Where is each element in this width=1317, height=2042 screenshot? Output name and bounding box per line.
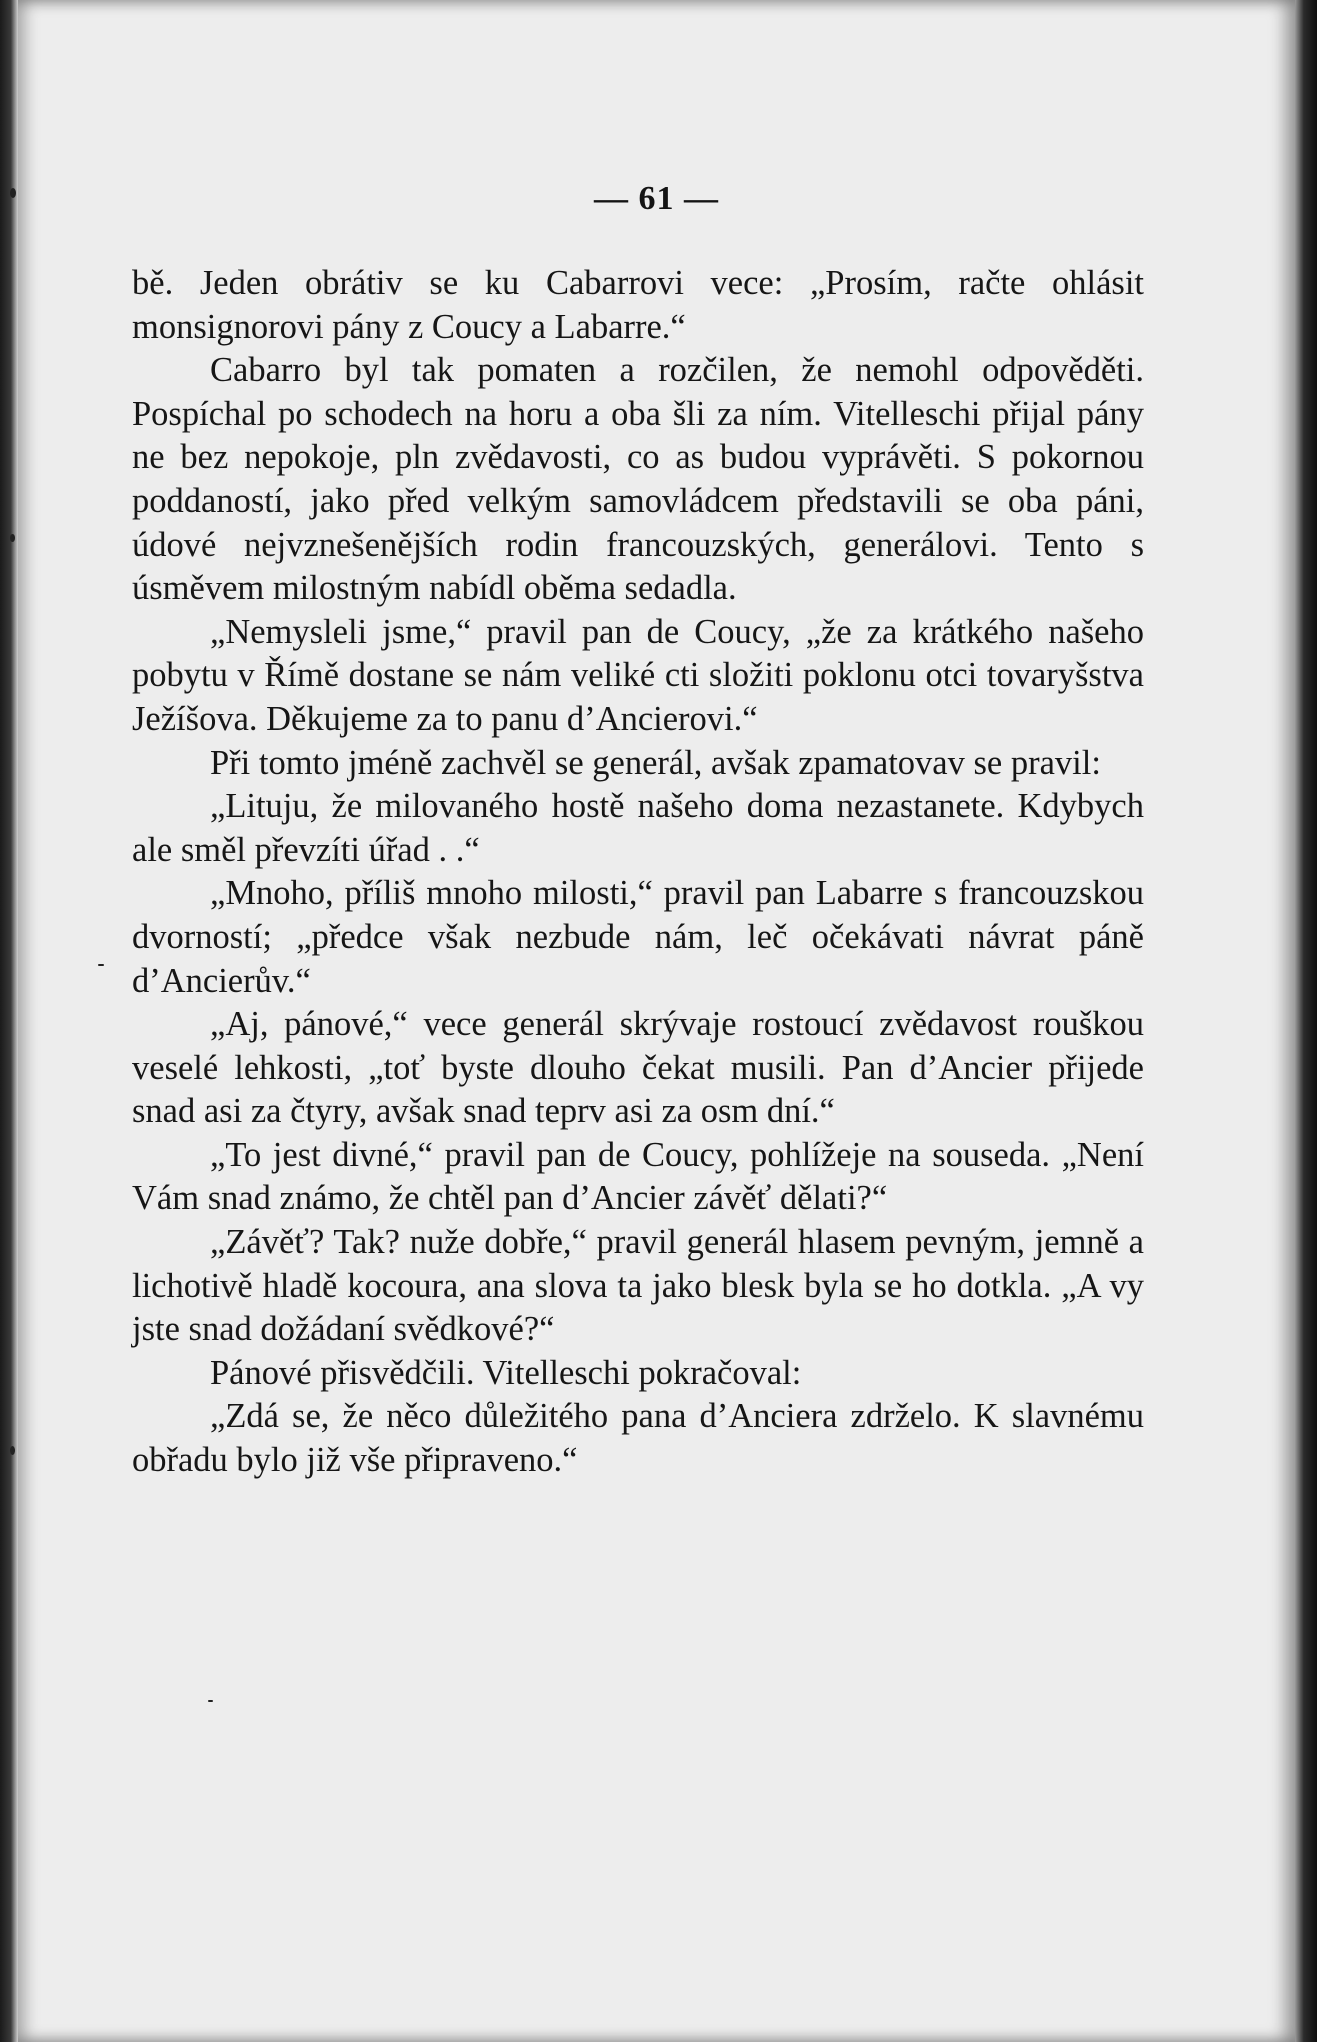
scan-speck [98, 964, 104, 966]
paragraph-4: Při tomto jméně zachvěl se generál, avšak zpamatovav se pravil: [210, 743, 1101, 782]
paragraph-3: „Nemysleli jsme,“ pravil pan de Coucy, „že za krátkého našeho pobytu v Římě dostane se nám veliké cti složiti poklonu otci tovaryšstva Ježíšova. Děkujeme za to panu d’Ancierovi.“ [132, 612, 1144, 738]
book-page [18, 0, 1295, 2042]
paragraph-7: „Aj, pánové,“ vece generál skrývaje rostoucí zvědavost rouškou veselé lehkosti, „toť byste dlouho čekat musili. Pan d’Ancier přijede snad asi za čtyry, avšak snad teprv asi za osm dní.“ [132, 1005, 1144, 1131]
scan-speck [208, 1700, 213, 1702]
paragraph-10: Pánové přisvědčili. Vitelleschi pokračoval: [210, 1353, 802, 1392]
body-text [132, 262, 1144, 1483]
paragraph-5: „Lituju, že milovaného hostě našeho doma nezastanete. Kdybych ale směl převzíti úřad . .“ [132, 787, 1144, 869]
paragraph-11: „Zdá se, že něco důležitého pana d’Anciera zdrželo. K slavnému obřadu bylo již vše připraveno.“ [132, 1397, 1144, 1480]
scan-speck [10, 534, 15, 542]
paragraph-9: „Závěť? Tak? nuže dobře,“ pravil generál hlasem pevným, jemně a lichotivě hladě kocoura, ana slova ta jako blesk byla se ho dotkla. „A vy jste snad dožádaní svědkové?“ [132, 1223, 1144, 1349]
page-number: — 61 — [594, 180, 719, 217]
paragraph-8: „To jest divné,“ pravil pan de Coucy, pohlížeje na souseda. „Není Vám snad známo, že chtěl pan d’Ancier závěť dělati?“ [132, 1135, 1144, 1218]
scan-right-edge [1295, 0, 1317, 2042]
paragraph-1: bě. Jeden obrátiv se ku Cabarrovi vece: „Prosím, račte ohlásit monsignorovi pány z Coucy a Labarre.“ [132, 264, 1144, 346]
scan-speck [10, 188, 16, 198]
paragraph-6: „Mnoho, příliš mnoho milosti,“ pravil pan Labarre s francouzskou dvorností; „předce však nezbude nám, leč očekávati návrat páně d’Ancierův.“ [132, 874, 1144, 1000]
scan-left-edge [0, 0, 18, 2042]
scan-speck [10, 1446, 15, 1455]
paragraph-2: Cabarro byl tak pomaten a rozčilen, že nemohl odpověděti. Pospíchal po schodech na horu a oba šli za ním. Vitelleschi přijal pány ne bez nepokoje, pln zvědavosti, co as budou vyprávěti. S pokornou poddaností, jako před velkým samovládcem představili se oba páni, údové nejvznešenějších rodin francouzských, generálovi. Tento s úsměvem milostným nabídl oběma sedadla. [132, 351, 1144, 608]
